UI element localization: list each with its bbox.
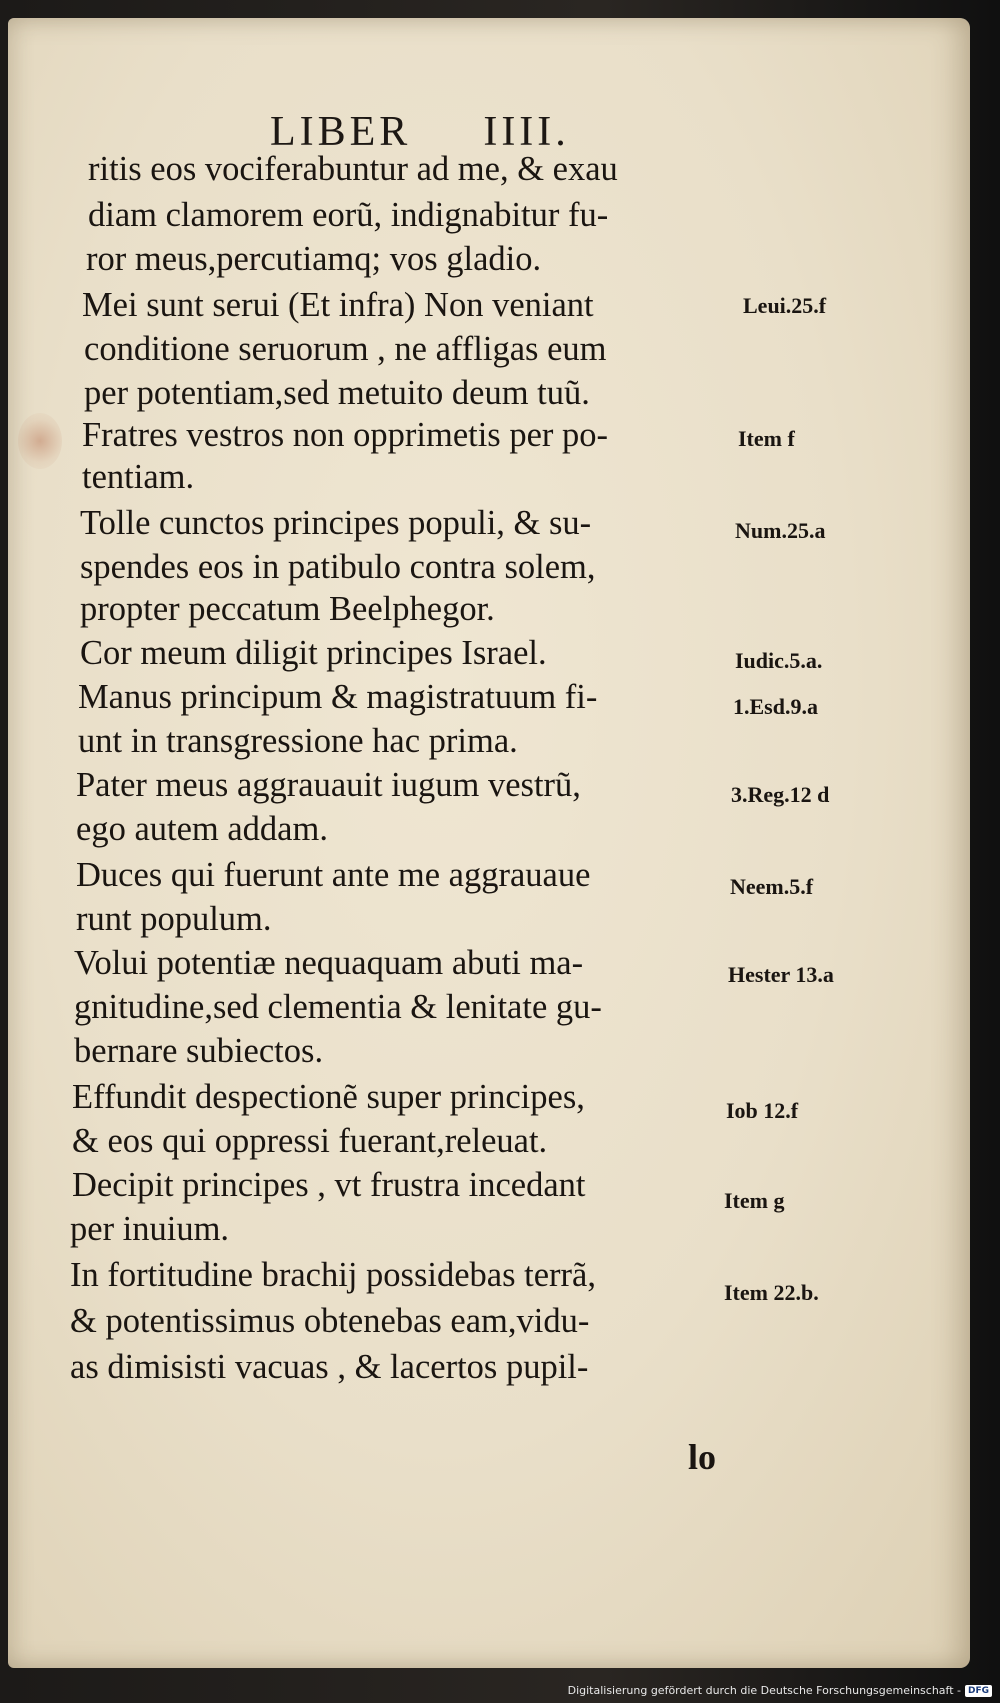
text-line: In fortitudine brachij possidebas terrã, xyxy=(70,1256,596,1294)
book-page xyxy=(8,18,970,1668)
text-line: & eos qui oppressi fuerant,releuat. xyxy=(72,1122,548,1160)
text-line: ritis eos vociferabuntur ad me, & exau xyxy=(88,150,618,188)
text-line: Tolle cunctos principes populi, & su- xyxy=(80,504,592,542)
text-line: unt in transgressione hac prima. xyxy=(78,722,518,760)
text-line: gnitudine,sed clementia & lenitate gu- xyxy=(74,988,602,1026)
text-line: spendes eos in patibulo contra solem, xyxy=(80,548,596,586)
text-line: per potentiam,sed metuito deum tuũ. xyxy=(84,374,590,412)
text-line: tentiam. xyxy=(82,458,195,496)
text-line: ego autem addam. xyxy=(76,810,328,848)
text-line: Cor meum diligit principes Israel. xyxy=(80,634,547,672)
margin-note: Hester 13.a xyxy=(728,962,834,987)
margin-note: Item g xyxy=(724,1188,785,1213)
text-line: Volui potentiæ nequaquam abuti ma- xyxy=(74,944,584,982)
margin-note: Num.25.a xyxy=(735,518,826,543)
text-line: diam clamorem eorũ, indignabitur fu- xyxy=(88,196,609,234)
credit-text: Digitalisierung gefördert durch die Deutsche Forschungsgemeinschaft - xyxy=(567,1684,961,1697)
running-head xyxy=(270,108,570,156)
margin-note: Iudic.5.a. xyxy=(735,648,823,673)
margin-note: Item 22.b. xyxy=(724,1280,819,1305)
margin-note: Neem.5.f xyxy=(730,874,814,899)
text-line: per inuium. xyxy=(70,1210,230,1248)
text-line: Effundit despectionẽ super principes, xyxy=(72,1078,585,1116)
text-line: bernare subiectos. xyxy=(74,1032,324,1070)
text-line: runt populum. xyxy=(76,900,272,938)
margin-note: 3.Reg.12 d xyxy=(731,782,830,807)
page-stain xyxy=(18,413,62,469)
text-line: ror meus,percutiamq; vos gladio. xyxy=(86,240,542,278)
dfg-logo: DFG xyxy=(965,1685,992,1697)
running-head-number: IIII. xyxy=(483,109,570,155)
running-head-title: LIBER xyxy=(270,109,412,155)
text-line: Fratres vestros non opprimetis per po- xyxy=(82,416,609,454)
text-line: propter peccatum Beelphegor. xyxy=(80,590,495,628)
margin-note: Item f xyxy=(738,426,795,451)
text-line: Mei sunt serui (Et infra) Non veniant xyxy=(82,286,594,324)
text-line: Pater meus aggrauauit iugum vestrũ, xyxy=(76,766,581,804)
catchword: lo xyxy=(688,1437,717,1477)
text-line: Duces qui fuerunt ante me aggrauaue xyxy=(76,856,591,894)
text-line: Decipit principes , vt frustra incedant xyxy=(72,1166,586,1204)
margin-note: Iob 12.f xyxy=(726,1098,799,1123)
margin-note: 1.Esd.9.a xyxy=(733,694,818,719)
digitization-credit xyxy=(568,1684,992,1697)
margin-note: Leui.25.f xyxy=(743,293,827,318)
text-line: conditione seruorum , ne affligas eum xyxy=(84,330,607,368)
text-line: as dimisisti vacuas , & lacertos pupil- xyxy=(70,1348,589,1386)
text-line: & potentissimus obtenebas eam,vidu- xyxy=(70,1302,590,1340)
text-line: Manus principum & magistratuum fi- xyxy=(78,678,598,716)
